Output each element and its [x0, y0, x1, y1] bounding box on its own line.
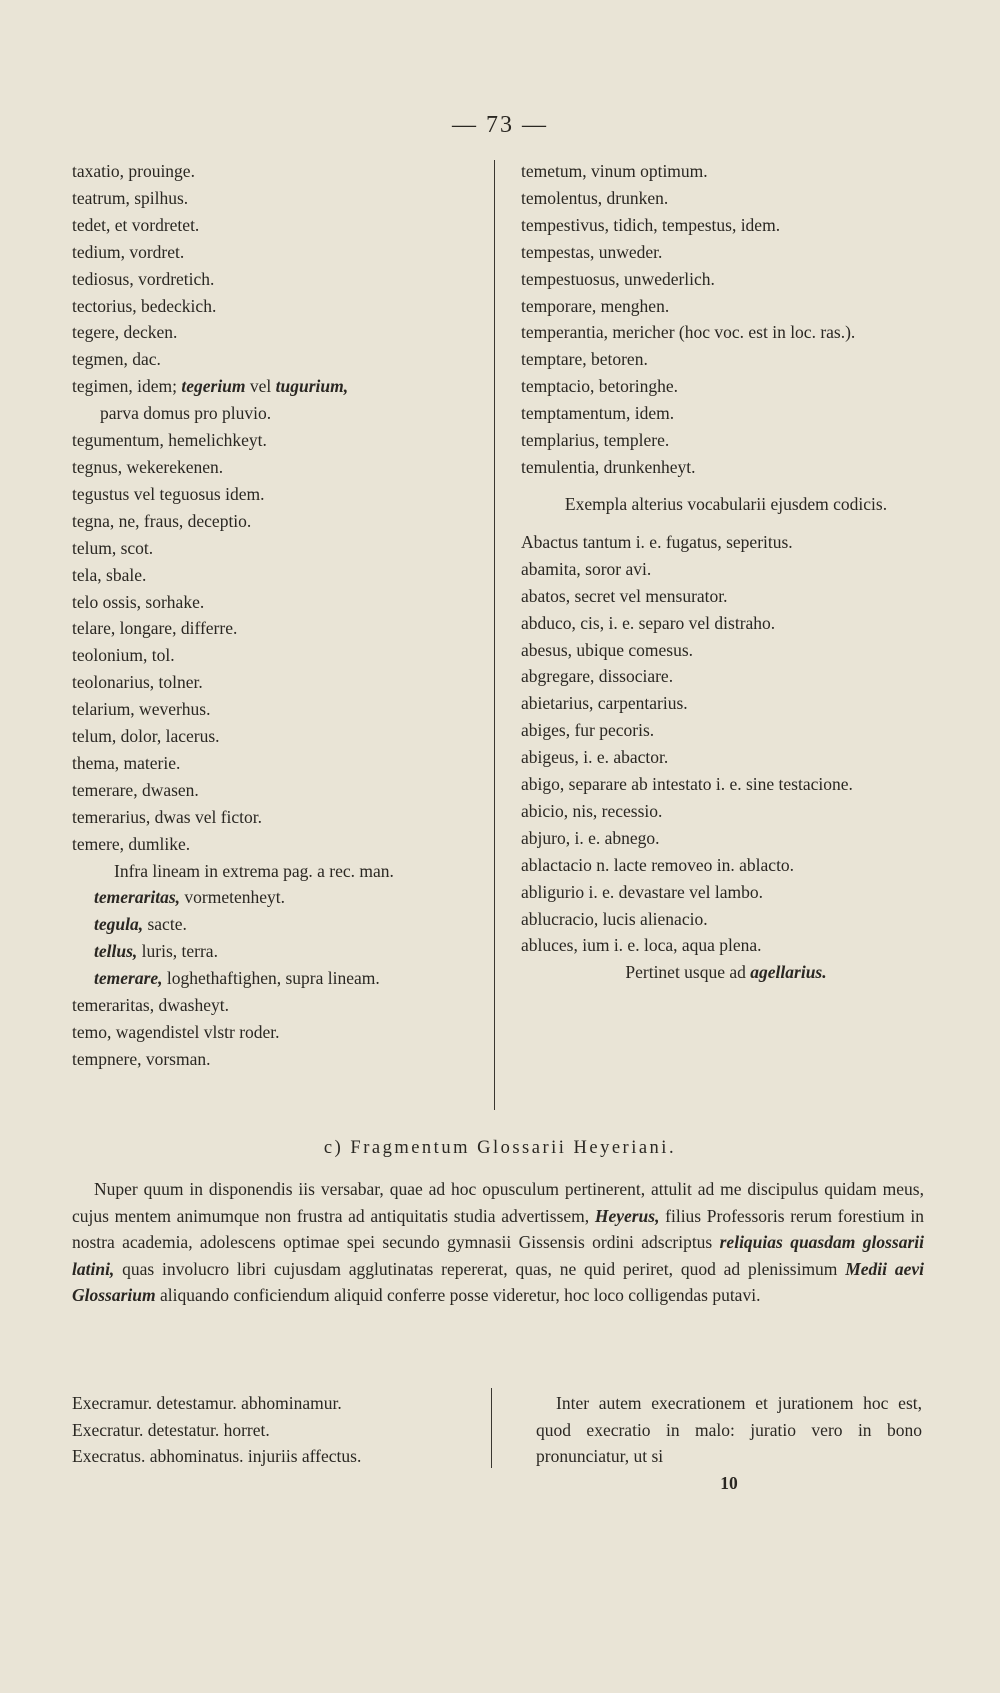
tegimen-continuation: parva domus pro pluvio. — [100, 403, 272, 424]
intro-paragraph — [72, 1176, 924, 1309]
right-entry: temptamentum, idem. — [521, 403, 675, 424]
right-entry-abigo: abigo, separare ab intestato i. e. sine testacione. — [521, 774, 853, 795]
left-entry: tedet, et vordretet. — [72, 214, 200, 235]
paragraph-text: quas involucro libri cujusdam agglutinatas repererat, quas, ne quid periret, quod ad plenissimum — [114, 1258, 846, 1279]
paragraph-text: Nuper quum in disponendis iis versabar, quae ad hoc opusculum pertinerent, attulit ad me discipulus quidam meus, cujus mentem animumque non frustra ad antiquitatis studia advertissem, — [72, 1179, 924, 1226]
left-entry: tempnere, vorsman. — [72, 1048, 211, 1069]
left-entry: telum, scot. — [72, 537, 154, 558]
left-entry: teatrum, spilhus. — [72, 187, 189, 208]
left-entry-tegimen — [72, 373, 484, 400]
right-entry: ablactacio n. lacte removeo in. ablacto. — [521, 854, 795, 875]
execr-entry: Execratur. detestatur. horret. — [72, 1419, 270, 1440]
execr-entry: Execramur. detestamur. abhominamur. — [72, 1393, 342, 1413]
right-entry: abatos, secret vel mensurator. — [521, 585, 728, 606]
right-entry: abicio, nis, recessio. — [521, 800, 663, 821]
execration-text: Inter autem execrationem et jurationem hoc est, quod execratio in malo: juratio vero in bono pronunciatur, ut si — [536, 1393, 922, 1466]
column-divider — [494, 160, 495, 1110]
right-entry: abjuro, i. e. abnego. — [521, 827, 660, 848]
left-entry: tegna, ne, fraus, deceptio. — [72, 510, 252, 531]
annotation-gloss: vormetenheyt. — [180, 887, 286, 908]
pertinet-text: Pertinet usque ad — [625, 962, 751, 983]
left-entry: tectorius, bedeckich. — [72, 295, 217, 316]
right-entry: tempestivus, tidich, tempestus, idem. — [521, 214, 781, 235]
left-entry: telare, longare, differre. — [72, 618, 238, 639]
bottom-left-column — [72, 1390, 482, 1470]
left-entry: taxatio, prouinge. — [72, 161, 195, 181]
right-entry: temulentia, drunkenheyt. — [521, 456, 696, 477]
right-entry: ablucracio, lucis alienacio. — [521, 908, 708, 929]
right-entry: temolentus, drunken. — [521, 187, 669, 208]
vel-text: vel — [245, 376, 276, 397]
annotation-term: temeraritas, — [94, 887, 181, 908]
left-entry: temeraritas, dwasheyt. — [72, 995, 229, 1016]
right-entry: temptacio, betoringhe. — [521, 376, 678, 397]
right-entry: Abactus tantum i. e. fugatus, seperitus. — [521, 531, 793, 552]
left-entry: telarium, weverhus. — [72, 699, 211, 720]
right-entry: abigeus, i. e. abactor. — [521, 747, 669, 768]
left-entry: thema, materie. — [72, 752, 181, 773]
annotation-line — [72, 884, 484, 911]
left-entry: tedium, vordret. — [72, 241, 185, 262]
right-entry: tempestuosus, unwederlich. — [521, 268, 715, 289]
agellarius-term: agellarius. — [750, 962, 827, 983]
left-entry: tegumentum, hemelichkeyt. — [72, 430, 267, 451]
right-entry: abesus, ubique comesus. — [521, 639, 694, 660]
right-entry: abiges, fur pecoris. — [521, 720, 655, 741]
left-entry: tegere, decken. — [72, 322, 178, 343]
medii-aevi-title: Medii aevi Glossarium — [72, 1258, 924, 1306]
bottom-column-divider — [491, 1388, 492, 1468]
annotation-line — [72, 938, 484, 965]
paragraph-text: aliquando conficiendum aliquid conferre posse videretur, hoc loco colligendas putavi. — [155, 1285, 761, 1306]
left-entry: tediosus, vordretich. — [72, 268, 215, 289]
left-entry: teolonium, tol. — [72, 645, 175, 666]
vocabulary-subheading: Exempla alterius vocabularii ejusdem codicis. — [564, 493, 888, 514]
right-entry: templarius, templere. — [521, 430, 670, 451]
left-entry: telo ossis, sorhake. — [72, 591, 205, 612]
right-entry: abamita, soror avi. — [521, 558, 652, 579]
section-title: c) Fragmentum Glossarii Heyeriani. — [323, 1138, 677, 1158]
annotation-term: temerare, — [94, 968, 163, 989]
tegimen-text: tegimen, idem; — [72, 376, 182, 397]
right-entry-temperantia: temperantia, mericher (hoc voc. est in loc. ras.). — [521, 322, 856, 343]
left-entry: telum, dolor, lacerus. — [72, 726, 220, 747]
tegerium-term: tegerium — [181, 376, 246, 397]
left-entry: tegnus, wekerekenen. — [72, 456, 224, 477]
tugurium-term: tugurium, — [275, 376, 349, 397]
annotation-term: tellus, — [94, 941, 138, 962]
execr-entry: Execratus. abhominatus. injuriis affectus. — [72, 1446, 362, 1466]
annotation-term: tegula, — [94, 914, 144, 935]
left-entry: tegmen, dac. — [72, 349, 161, 370]
pertinet-line — [521, 959, 931, 986]
left-entry: tela, sbale. — [72, 564, 147, 585]
right-entry: abligurio i. e. devastare vel lambo. — [521, 881, 764, 902]
annotation-heading: Infra lineam in extrema pag. a rec. man. — [114, 860, 394, 881]
left-entry: temo, wagendistel vlstr roder. — [72, 1022, 280, 1042]
left-column — [72, 158, 484, 1073]
page-number: — 73 — — [452, 112, 548, 138]
left-entry: temerare, dwasen. — [72, 779, 199, 800]
left-entry: temere, dumlike. — [72, 833, 191, 854]
right-entry: abgregare, dissociare. — [521, 666, 674, 687]
annotation-line — [72, 911, 484, 938]
signature-mark: 10 — [720, 1472, 738, 1493]
annotation-gloss: sacte. — [143, 914, 187, 935]
annotation-line — [72, 965, 484, 992]
left-entry: tegustus vel teguosus idem. — [72, 483, 265, 504]
annotation-gloss: luris, terra. — [137, 941, 218, 962]
heyerus-name: Heyerus, — [594, 1205, 660, 1226]
right-entry: abietarius, carpentarius. — [521, 693, 688, 714]
right-entry: tempestas, unweder. — [521, 241, 663, 262]
annotation-gloss: loghethaftighen, supra lineam. — [162, 968, 380, 989]
right-entry: abduco, cis, i. e. separo vel distraho. — [521, 612, 776, 633]
right-entry: temptare, betoren. — [521, 349, 648, 370]
right-entry: temetum, vinum optimum. — [521, 161, 708, 181]
right-column — [521, 158, 931, 986]
left-entry: temerarius, dwas vel fictor. — [72, 806, 263, 827]
paragraph-text: filius Professoris rerum forestium in nostra academia, adolescens optimae spei secundo gymnasii Gissensis ordini adscriptus — [72, 1205, 924, 1253]
reliquias-phrase: reliquias quasdam glossarii latini, — [72, 1232, 924, 1279]
left-entry: teolonarius, tolner. — [72, 672, 203, 693]
bottom-right-column — [536, 1390, 922, 1496]
right-entry: temporare, menghen. — [521, 295, 670, 316]
right-entry: abluces, ium i. e. loca, aqua plena. — [521, 935, 762, 956]
